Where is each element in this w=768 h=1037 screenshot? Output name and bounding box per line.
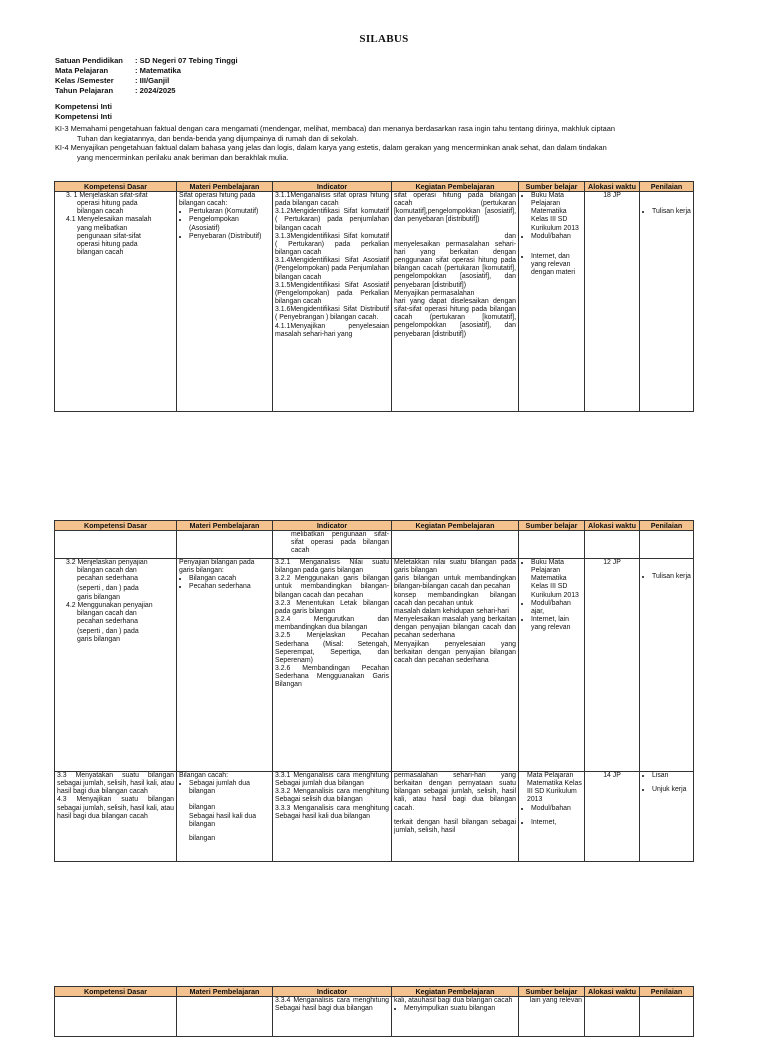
kd-line: garis bilangan (77, 636, 120, 644)
sumber-list (521, 192, 582, 277)
cell-materi (177, 192, 273, 412)
indicator-item: 3.3.3 Menganalisis cara menghitung Sebagai hasil kali dua bilangan (275, 804, 389, 820)
table-row (55, 559, 694, 772)
empty-cell (177, 997, 273, 1037)
kd-line: 4.1 Menyelesaikan masalah (66, 216, 152, 224)
cell-penilaian (640, 772, 694, 862)
indicator-item: 3.3.1 Menganalisis cara menghitung Sebagai jumlah dua bilangan (275, 772, 389, 788)
cell-indicator (273, 772, 392, 862)
ki-heading: Kompetensi Inti (55, 102, 112, 111)
kegiatan-item: dan (504, 232, 516, 240)
penilaian-list (642, 208, 691, 216)
list-item: • Internet, (531, 819, 582, 827)
materi-list (179, 780, 270, 843)
sumber-item: Mata Pelajaran Matematika Kelas III SD Kurikulum 2013 (527, 772, 582, 804)
indicator-item: 3.2.6 Membandingan Pecahan Sederhana Mengguanakan Garis Bilangan (275, 665, 389, 689)
meta-value: : 2024/2025 (135, 86, 176, 95)
meta-row-mapel (55, 66, 238, 76)
meta-key: Mata Pelajaran (55, 66, 109, 75)
indicator-item: 3.1.2Mengidentifikasi Sifat komutatif ( Pertukaran) pada penjumlahan bilangan cacah (275, 208, 389, 232)
kd-line: (seperti , dan ) pada (77, 585, 139, 593)
list-item: • Modul/bahan ajar, (531, 600, 582, 616)
table-row (55, 531, 694, 559)
empty-cell (640, 531, 694, 559)
list-item: • Tulisan kerja (652, 208, 691, 216)
kegiatan-item: terkait dengan hasil bilangan sebagai jumlah, selisih, hasil (394, 818, 516, 834)
indicator-item: 3.1.3Mengidentifikasi Sifat komutatif ( Pertukaran) pada perkalian bilangan cacah (275, 232, 389, 257)
meta-value: : SD Negeri 07 Tebing Tinggi (135, 56, 238, 65)
kd-line: bilangan cacah (77, 249, 124, 257)
header-sumber: Sumber belajar (519, 987, 585, 997)
table-header-row (55, 521, 694, 531)
document-title: SILABUS (359, 33, 409, 45)
indicator-item: 3.2.3 Menentukan Letak bilangan pada garis bilangan (275, 599, 389, 615)
syllabus-table-2 (54, 520, 694, 862)
cell-alokasi: 14 JP (585, 772, 640, 862)
meta-key: Satuan Pendidikan (55, 56, 123, 65)
empty-cell (519, 531, 585, 559)
meta-value: : III/Ganjil (135, 76, 170, 85)
cell-kegiatan (392, 559, 519, 772)
header-kegiatan: Kegiatan Pembelajaran (392, 521, 519, 531)
identity-block (55, 56, 238, 96)
list-item: • Modul/bahan (531, 805, 582, 813)
kegiatan-item: Menyajikan penyelesaian yang berkaitan dengan penyajian bilangan cacah dan pecahan sederhana (394, 640, 516, 664)
table-header-row (55, 182, 694, 192)
list-item: bilangan (189, 834, 216, 842)
kd-line: operasi hitung pada (77, 240, 138, 248)
table-row (55, 997, 694, 1037)
kd-line: (seperti , dan ) pada (77, 628, 139, 636)
indicator-item: 3.2.4 Mengurutkan dan membandingkan dua bilangan (275, 616, 389, 632)
cell-indicator (273, 192, 392, 412)
list-item: • Buku Mata Pelajaran Matematika Kelas III SD Kurikulum 2013 (531, 559, 582, 600)
cell-sumber: lain yang relevan (519, 997, 585, 1037)
header-indicator: Indicator (273, 987, 392, 997)
table-row (55, 192, 694, 412)
kegiatan-item: sifat operasi hitung pada bilangan cacah (pertukaran [komutatif],pengelompokkan [asosiatif], dan penyebaran [distributif]) (394, 192, 516, 224)
list-item: • Modul/bahan (531, 233, 582, 241)
list-item: • Tulisan kerja (652, 573, 691, 581)
sumber-list (521, 805, 582, 827)
kegiatan-list (394, 1005, 516, 1013)
kegiatan-item: Menyajikan permasalahan (394, 289, 475, 297)
ki4-line: KI-4 Menyajikan pengetahuan faktual dalam bahasa yang jelas dan logis, dalam karya yang estetis, dalam gerakan yang mencerminkan anak sehat, dan dalam tindakan (55, 143, 607, 153)
materi-intro: Bilangan cacah: (179, 772, 229, 779)
header-penilaian: Penilaian (640, 182, 694, 192)
empty-cell (55, 531, 177, 559)
header-alokasi: Alokasi waktu (585, 987, 640, 997)
ki4-line: yang mencerminkan perilaku anak beriman dan berakhlak mulia. (77, 152, 289, 162)
kd-line: bilangan cacah (77, 208, 124, 216)
kegiatan-item: menyelesaikan permasalahan sehari-hari yang berkaitan dengan penggunaan sifat operasi hitung pada bilangan cacah (pertukaran [komutatif], pengelompokkan [asosiatif], dan penyebaran [distributif]) (394, 240, 516, 289)
cell-sumber (519, 559, 585, 772)
ki-text (55, 124, 710, 162)
kd-line: 4.3 Menyajikan suatu bilangan sebagai jumlah, selisih, hasil kali, atau hasil bagi dua bilangan cacah (57, 796, 174, 820)
cell-penilaian (640, 192, 694, 412)
kegiatan-item: konsep membandingkan bilangan cacah dan pecahan untuk (394, 591, 516, 607)
kegiatan-item: masalah dalam kehidupan sehari-hari (394, 607, 509, 615)
list-item: • Sebagai jumlah dua bilangan (189, 780, 270, 796)
table-row (55, 772, 694, 862)
list-item: bilangan (189, 804, 216, 812)
list-item: Sebagai hasil kali dua bilangan (189, 812, 257, 828)
meta-key: Tahun Pelajaran (55, 86, 114, 95)
header-kegiatan: Kegiatan Pembelajaran (392, 987, 519, 997)
kd-line: pengunaan sifat-sifat (77, 232, 141, 240)
ki3-line: KI-3 Memahami pengetahuan faktual dengan cara mengamati (mendengar, melihat, membaca) dan menanya berdasarkan rasa ingin tahu tentang dirinya, makhluk ciptaan (55, 124, 615, 133)
header-penilaian: Penilaian (640, 521, 694, 531)
empty-cell (177, 531, 273, 559)
materi-list (179, 208, 270, 241)
ki3-line: Tuhan dan kegiatannya, dan benda-benda yang dijumpainya di rumah dan di sekolah. (77, 133, 359, 143)
meta-value: : Matematika (135, 66, 182, 75)
cell-sumber (519, 192, 585, 412)
indicator-item: 3.1.1Menganalisis sifat oprasi hitung pada bilangan cacah (275, 192, 389, 208)
cell-kd (55, 772, 177, 862)
empty-cell (392, 531, 519, 559)
indicator-item: 3.2.1 Menganalisis Nilai suatu bilangan pada garis bilangan (275, 559, 389, 575)
header-penilaian: Penilaian (640, 987, 694, 997)
indicator-item: 3.1.6Mengidentifikasi Sifat Distributif ( Penyebrangan ) bilangan cacah. (275, 306, 389, 322)
kegiatan-item: garis bilangan untuk membandingkan bilangan-bilangan cacah dan pecahan (394, 575, 516, 591)
kegiatan-item: hari yang dapat diselesaikan dengan sifat-sifat operasi hitung pada bilangan cacah (pertukaran [komutatif], pengelompokkan [asosiatif], dan penyebaran [distributif]) (394, 297, 516, 338)
cell-penilaian (640, 559, 694, 772)
kegiatan-item: permasalahan sehari-hari yang berkaitan dengan pernyataan suatu bilangan sebagai jumlah, selisih, hasil kali, atau hasil bagi dua bilangan cacah. (394, 772, 516, 812)
sumber-list (521, 559, 582, 632)
meta-row-tahun (55, 86, 238, 96)
header-materi: Materi Pembelajaran (177, 521, 273, 531)
header-kegiatan: Kegiatan Pembelajaran (392, 182, 519, 192)
kd-line: bilangan cacah dan (77, 567, 137, 575)
meta-row-kelas (55, 76, 238, 86)
cell-sumber (519, 772, 585, 862)
kd-line: 3.2 Menjelaskan penyajian (66, 559, 148, 566)
empty-cell (640, 997, 694, 1037)
header-indicator: Indicator (273, 182, 392, 192)
meta-key: Kelas /Semester (55, 76, 114, 85)
list-item: • Internet, dan yang relevan dengan materi (531, 253, 582, 277)
kd-line: pecahan sederhana (77, 575, 138, 583)
penilaian-list (642, 772, 691, 794)
kegiatan-item: Menyelesaikan masalah yang berkaitan dengan penyajian bilangan cacah dan pecahan sederhana (394, 616, 516, 640)
indicator-item: 3.1.4Mengidentifikasi Sifat Asosiatif (Pengelompokan) pada Penjumlahan bilangan cacah (275, 257, 389, 281)
header-sumber: Sumber belajar (519, 521, 585, 531)
syllabus-table-3 (54, 986, 694, 1037)
list-item: • Internet, lain yang relevan (531, 616, 582, 632)
cell-alokasi: 12 JP (585, 559, 640, 772)
indicator-item: 4.1.1Menyajikan penyelesaian masalah sehari-hari yang (275, 322, 389, 338)
kegiatan-item: kali, atauhasil bagi dua bilangan cacah (394, 997, 513, 1004)
indicator-item: 3.2.2 Menggunakan garis bilangan untuk membandingkan bilangan-bilangan cacah dan pecahan (275, 575, 389, 599)
empty-cell (585, 997, 640, 1037)
header-alokasi: Alokasi waktu (585, 182, 640, 192)
indicator-item: 3.3.2 Menganalisis cara menghitung Sebagai selisih dua bilangan (275, 788, 389, 804)
list-item: • Bilangan cacah (189, 575, 270, 583)
list-item: • Pecahan sederhana (189, 583, 270, 591)
cell-kegiatan (392, 192, 519, 412)
kd-line: garis bilangan (77, 593, 120, 601)
meta-row-satuan (55, 56, 238, 66)
list-item: • Buku Mata Pelajaran Matematika Kelas III SD Kurikulum 2013 (531, 192, 582, 233)
kegiatan-item: Meletakkan nilai suatu bilangan pada garis bilangan (394, 559, 516, 575)
cell-indicator: 3.3.4 Menganalisis cara menghitung Sebagai hasil bagi dua bilangan (273, 997, 392, 1037)
header-materi: Materi Pembelajaran (177, 987, 273, 997)
syllabus-table-1 (54, 181, 694, 412)
cell-kegiatan (392, 772, 519, 862)
header-kompetensi-dasar: Kompetensi Dasar (55, 182, 177, 192)
table-header-row (55, 987, 694, 997)
kd-line: pecahan sederhana (77, 618, 138, 626)
ki-headings (55, 102, 112, 121)
header-kompetensi-dasar: Kompetensi Dasar (55, 987, 177, 997)
cell-kd (55, 192, 177, 412)
cell-kd (55, 559, 177, 772)
indicator-item: 3.2.5 Menjelaskan Pecahan Sederhana (Misal: Setengah, Seperempat, Sepertiga, dan Seperenam) (275, 632, 389, 664)
list-item: • Menyimpulkan suatu bilangan (404, 1005, 516, 1013)
cell-indicator: melibatkan pengunaan sifat-sifat operasi pada bilangan cacah (273, 531, 392, 559)
kd-line: 3.3 Menyatakan suatu bilangan sebagai jumlah, selisih, hasil kali, atau hasil bagi dua bilangan cacah (57, 772, 174, 796)
kd-line: yang melibatkan (77, 224, 128, 232)
header-materi: Materi Pembelajaran (177, 182, 273, 192)
empty-cell (55, 997, 177, 1037)
kd-line: bilangan cacah dan (77, 609, 137, 617)
indicator-item: 3.1.5Mengidentifikasi Sifat Asosiatif (Pengelompokan) pada Perkalian bilangan cacah (275, 281, 389, 306)
cell-materi (177, 772, 273, 862)
cell-kegiatan (392, 997, 519, 1037)
header-kompetensi-dasar: Kompetensi Dasar (55, 521, 177, 531)
header-alokasi: Alokasi waktu (585, 521, 640, 531)
materi-intro: Sifat operasi hitung pada bilangan cacah: (179, 192, 256, 208)
list-item: • Pertukaran (Komutatif) (189, 208, 270, 216)
empty-cell (585, 531, 640, 559)
list-item: • Unjuk kerja (652, 786, 691, 794)
kd-line: 3. 1 Menjelaskan sifat-sifat (66, 192, 148, 199)
header-indicator: Indicator (273, 521, 392, 531)
list-item: • Pengelompokan (Asosiatif) (189, 216, 270, 232)
kd-line: operasi hitung pada (77, 200, 138, 208)
kd-line: 4.2 Menggunakan penyajian (66, 601, 153, 609)
penilaian-list (642, 573, 691, 581)
materi-intro: Penyajian bilangan pada garis bilangan: (179, 559, 255, 575)
materi-list (179, 575, 270, 591)
list-item: • Lisan (652, 772, 691, 780)
ki-heading: Kompetensi Inti (55, 111, 112, 121)
cell-alokasi: 18 JP (585, 192, 640, 412)
list-item: • Penyebaran (Distributif) (189, 233, 270, 241)
cell-materi (177, 559, 273, 772)
header-sumber: Sumber belajar (519, 182, 585, 192)
cell-indicator (273, 559, 392, 772)
